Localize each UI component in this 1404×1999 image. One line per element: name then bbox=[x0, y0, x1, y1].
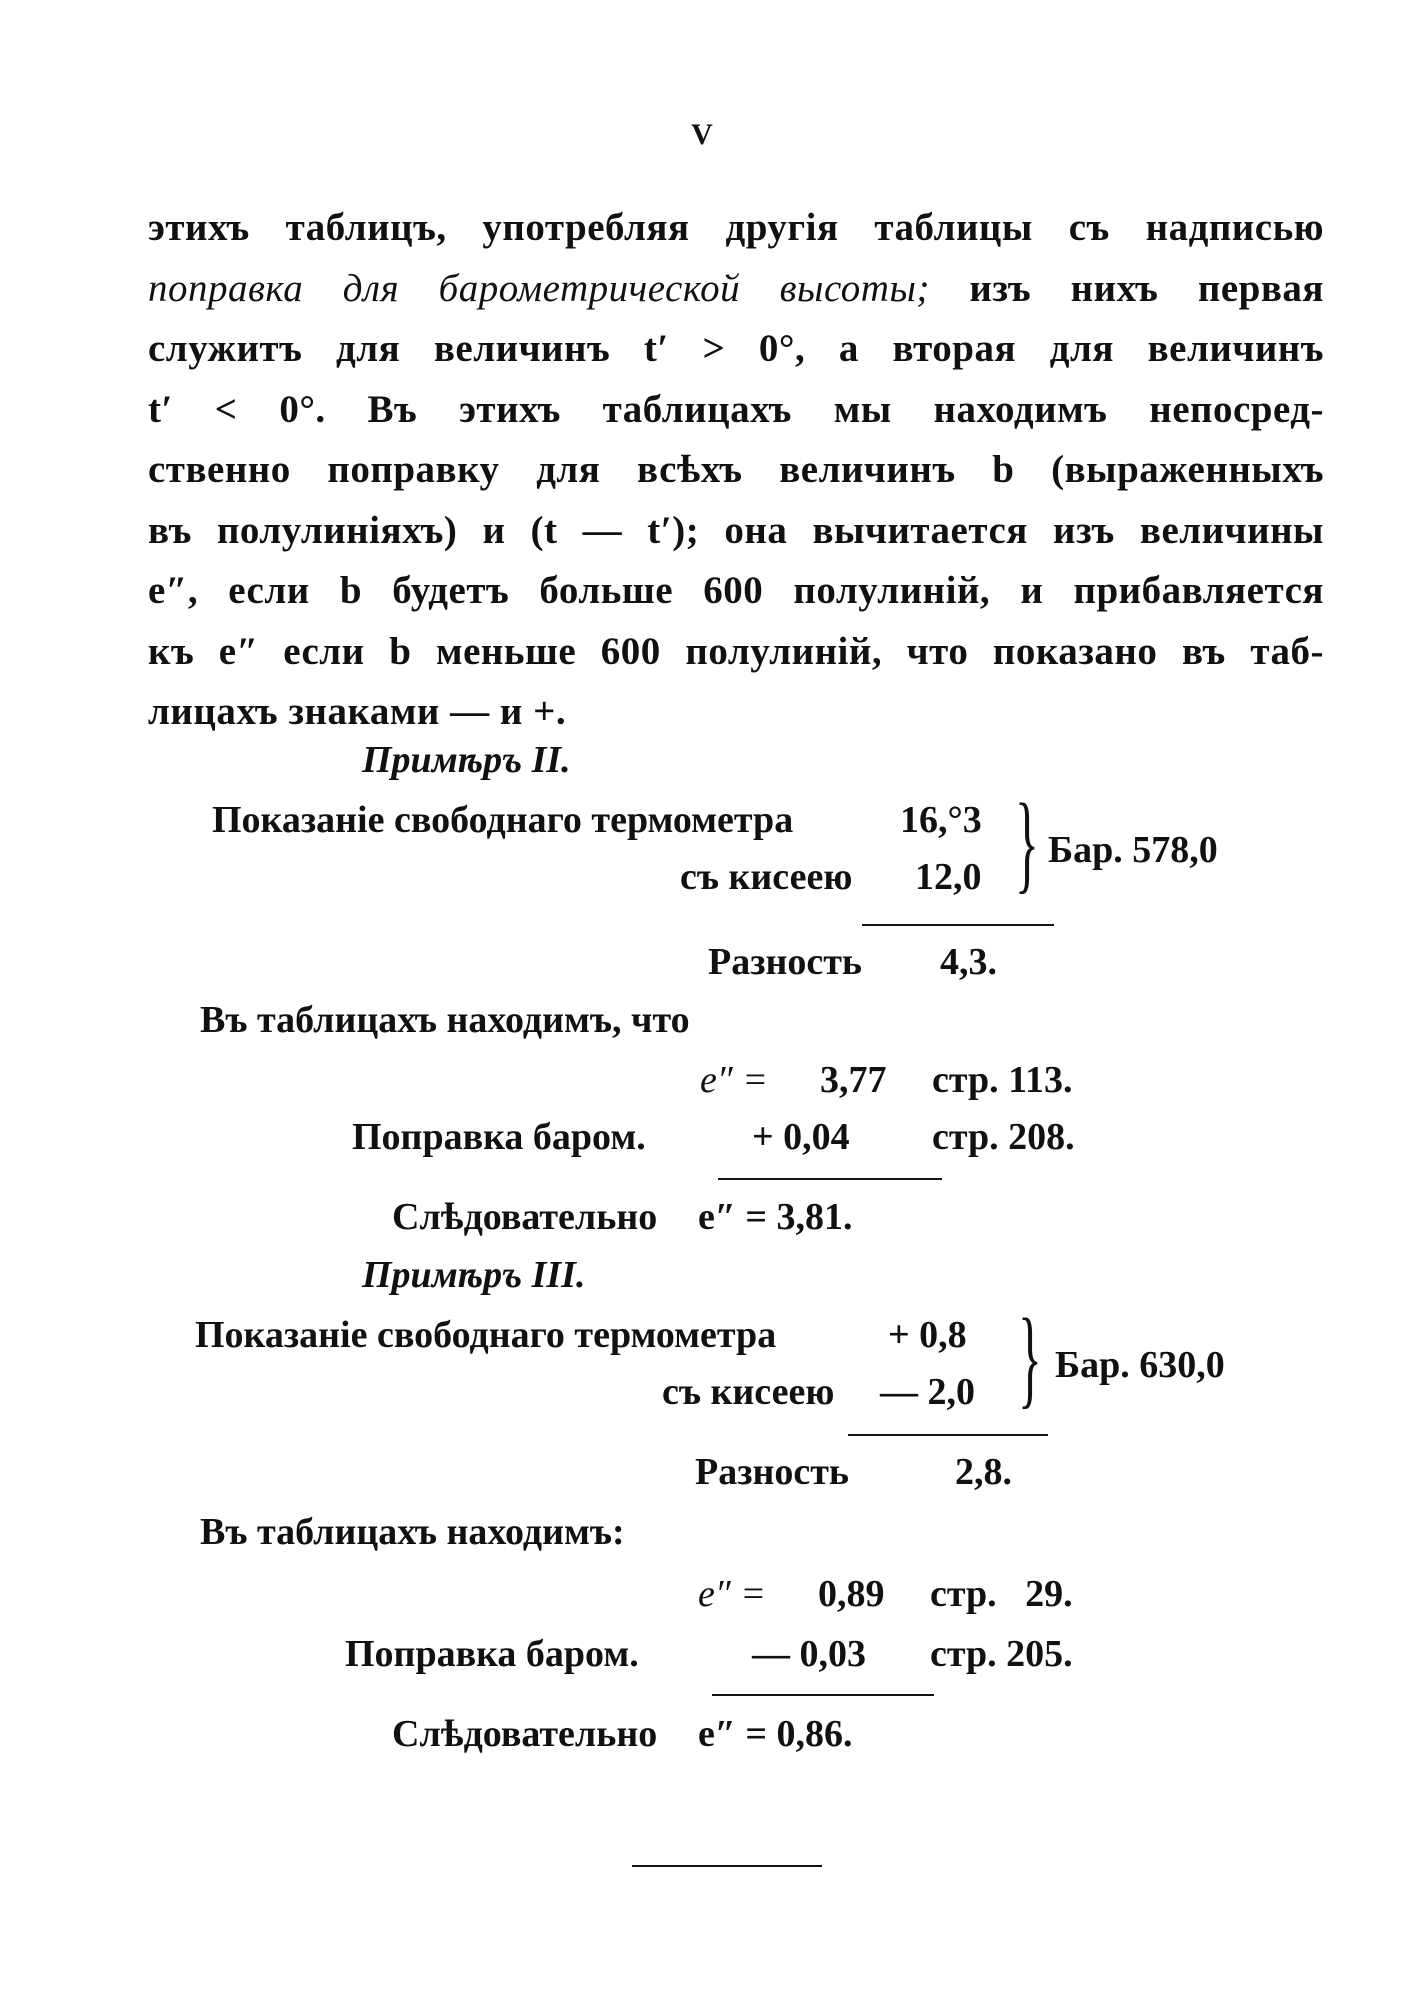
ex3-difference-label: Разность bbox=[695, 1451, 850, 1493]
ex3-barometer: Бар. 630,0 bbox=[1055, 1344, 1225, 1386]
closing-rule bbox=[632, 1865, 822, 1867]
ex2-correction-value: + 0,04 bbox=[752, 1116, 850, 1158]
ex3-e-label: e″ = bbox=[698, 1573, 766, 1615]
page-number: V bbox=[691, 118, 713, 151]
paragraph-line: къ e″ если b меньше 600 полулиній, что показано въ таб- bbox=[148, 629, 1324, 673]
paragraph-line: лицахъ знаками — и +. bbox=[148, 690, 567, 733]
paragraph-line: служитъ для величинъ t′ > 0°, а вторая для величинъ bbox=[148, 327, 1324, 370]
ex2-correction-label: Поправка баром. bbox=[352, 1116, 646, 1158]
ex2-difference-value: 4,3. bbox=[940, 941, 997, 983]
ex3-right-brace: } bbox=[1018, 1296, 1042, 1418]
ex3-sum-rule-2 bbox=[712, 1694, 934, 1696]
example-3-heading: Примѣръ III. bbox=[362, 1254, 586, 1296]
ex3-muslin-label: съ кисеею bbox=[662, 1371, 835, 1413]
ex3-muslin-value: — 2,0 bbox=[880, 1371, 975, 1413]
ex2-e-label: e″ = bbox=[700, 1059, 768, 1101]
ex2-free-thermo-label: Показаніе свободнаго термометра bbox=[212, 799, 794, 841]
ex3-e-value: 0,89 bbox=[818, 1573, 885, 1615]
paragraph-line: этихъ таблицъ, употребляя другія таблицы съ надписью bbox=[148, 206, 1324, 249]
ex3-correction-page: стр. 205. bbox=[930, 1633, 1073, 1675]
ex2-e-page: стр. 113. bbox=[932, 1059, 1073, 1101]
paragraph-line: въ полулиніяхъ) и (t — t′); она вычитается изъ величины bbox=[148, 508, 1324, 552]
ex2-muslin-label: съ кисеею bbox=[680, 856, 853, 898]
ex3-tables-text: Въ таблицахъ находимъ: bbox=[200, 1511, 625, 1553]
ex3-free-thermo-label: Показаніе свободнаго термометра bbox=[195, 1314, 777, 1356]
ex2-result-label: Слѣдовательно bbox=[392, 1196, 658, 1238]
paragraph-line: поправка для барометрической высоты; изъ нихъ первая bbox=[148, 266, 1324, 310]
ex2-sum-rule-1 bbox=[862, 924, 1054, 926]
ex2-e-value: 3,77 bbox=[820, 1059, 887, 1101]
ex2-right-brace: } bbox=[1015, 781, 1039, 903]
ex3-correction-label: Поправка баром. bbox=[345, 1633, 639, 1675]
example-2-heading: Примѣръ II. bbox=[362, 739, 571, 781]
ex2-result-value: e″ = 3,81. bbox=[698, 1196, 853, 1238]
ex3-result-label: Слѣдовательно bbox=[392, 1713, 658, 1755]
ex2-tables-text: Въ таблицахъ находимъ, что bbox=[200, 999, 690, 1041]
ex2-difference-label: Разность bbox=[708, 941, 863, 983]
paragraph-line: e″, если b будетъ больше 600 полулиній, и прибавляется bbox=[148, 569, 1324, 612]
ex2-barometer: Бар. 578,0 bbox=[1048, 829, 1218, 871]
body-paragraph bbox=[148, 198, 1324, 743]
paragraph-line: t′ < 0°. Въ этихъ таблицахъ мы находимъ непосред- bbox=[148, 387, 1324, 431]
ex2-sum-rule-2 bbox=[718, 1178, 942, 1180]
ex2-correction-page: стр. 208. bbox=[932, 1116, 1075, 1158]
ex3-result-value: e″ = 0,86. bbox=[698, 1713, 853, 1755]
ex3-correction-value: — 0,03 bbox=[752, 1633, 866, 1675]
paragraph-line: ственно поправку для всѣхъ величинъ b (выраженныхъ bbox=[148, 448, 1324, 491]
ex3-sum-rule-1 bbox=[848, 1434, 1048, 1436]
ex3-free-thermo-value: + 0,8 bbox=[888, 1314, 967, 1356]
ex2-free-thermo-value: 16,°3 bbox=[900, 799, 982, 841]
ex3-e-page: стр. 29. bbox=[930, 1573, 1073, 1615]
ex2-muslin-value: 12,0 bbox=[915, 856, 982, 898]
ex3-difference-value: 2,8. bbox=[955, 1451, 1012, 1493]
